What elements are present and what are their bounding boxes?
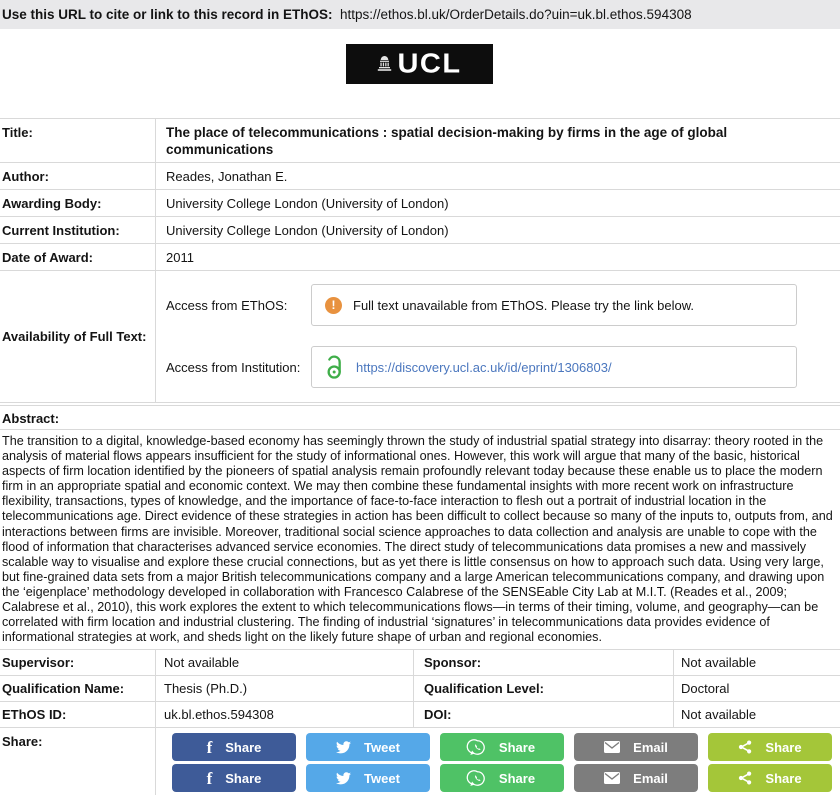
current-institution-label: Current Institution: [2, 222, 120, 238]
whatsapp-share-button[interactable] [440, 764, 564, 792]
doi-value: Not available [673, 702, 840, 727]
awarding-body-value: University College London (University of London) [155, 190, 840, 216]
record-row-awarding-body [0, 190, 840, 217]
share-buttons-area [155, 728, 840, 795]
supervisor-label: Supervisor: [2, 654, 75, 670]
twitter-tweet-button[interactable] [306, 764, 430, 792]
generic-share-button-label: Share [765, 739, 802, 755]
record-table [0, 118, 840, 403]
whatsapp-share-button-label: Share [498, 739, 536, 755]
record-row-title [0, 119, 840, 163]
share-nodes-icon [738, 740, 752, 754]
email-share-button[interactable] [574, 764, 698, 792]
abstract-text: The transition to a digital, knowledge-based economy has seemingly thrown the study of industrial spatial strategy into disarray: theory rooted in the analysis of material flows appears insufficient for the study of informational ones. However, this work will argue that many of the basic, historical aspects of firm location identified by the pioneers of spatial analysis remain profoundly relevant today because these enable us to place the modern firm in an appropriate spatial and economic context. We may then combine these fundamental insights with more recent work on infrastructure flexibility, transactions, types of knowledge, and the importance of face-to-face interaction to flesh out a portrait of industrial location in the telecommunications age. Direct evidence of these strategies in action has been difficult to collect because so many of the inputs to, outputs from, and interactions between firms are invisible. Moreover, traditional social science approaches to data collection and analysis are unable to cope with the flood of information that characterises advanced service economies. The direct study of telecommunications data promises a new and massively scalable way to visualise and explore these crucial connections, but as yet there is little consensus on how to approach such data. Using very large, but fine-grained data sets from a major British telecommunications company and a large American telecommunications company, and drawing upon the ‘eigenplace’ methodology developed in collaboration with Francesco Calabrese of the SENSEable City Lab at M.I.T. (Reades et al., 2009; Calabrese et al., 2010), this work explores the extent to which telecommunications flows—in terms of their timing, volume, and geography—can be correlated with firm location and industrial clustering. The finding of industrial ‘signatures’ in telecommunications data provides evidence of informational strategies at work, and sheds light on the likely future shape of urban and regional economies. [2, 434, 833, 645]
details-row-qualification [0, 676, 840, 702]
whatsapp-share-button[interactable] [440, 733, 564, 761]
author-label: Author: [2, 168, 49, 184]
generic-share-button[interactable] [708, 764, 832, 792]
twitter-tweet-button-label: Tweet [364, 739, 400, 755]
qualification-level-label: Qualification Level: [413, 676, 673, 701]
facebook-share-button[interactable] [172, 764, 296, 792]
whatsapp-icon [469, 770, 486, 787]
facebook-share-button-label: Share [225, 770, 262, 786]
email-share-button-label: Email [633, 770, 668, 786]
doi-label: DOI: [413, 702, 673, 727]
email-share-button-label: Email [633, 739, 668, 755]
sponsor-label: Sponsor: [413, 650, 673, 675]
ucl-logo-text: UCL [397, 48, 462, 79]
twitter-bird-icon [336, 772, 351, 785]
share-section [0, 728, 840, 795]
cite-url-label: Use this URL to cite or link to this record in EThOS: [2, 7, 333, 22]
abstract-heading: Abstract: [0, 405, 840, 430]
access-from-ethos-label: Access from EThOS: [166, 297, 288, 313]
share-nodes-icon [738, 771, 752, 785]
qualification-name-value: Thesis (Ph.D.) [155, 676, 413, 701]
ucl-logo [346, 44, 493, 84]
email-envelope-icon [604, 741, 620, 753]
share-buttons-row [172, 733, 840, 761]
supervisor-value: Not available [155, 650, 413, 675]
email-share-button[interactable] [574, 733, 698, 761]
facebook-icon: f [206, 768, 213, 788]
availability-value [155, 271, 840, 402]
twitter-bird-icon [336, 741, 351, 754]
whatsapp-share-button-label: Share [498, 770, 536, 786]
facebook-icon: f [206, 737, 213, 757]
record-row-author [0, 163, 840, 190]
generic-share-button-label: Share [765, 770, 802, 786]
share-buttons-row-overflow [172, 764, 840, 792]
whatsapp-icon [469, 739, 486, 756]
generic-share-button[interactable] [708, 733, 832, 761]
warning-icon: ! [325, 297, 342, 314]
ethos-access-box [311, 284, 797, 326]
twitter-tweet-button-label: Tweet [364, 770, 400, 786]
date-of-award-value: 2011 [155, 244, 840, 270]
email-envelope-icon [604, 772, 620, 784]
ethos-unavailable-message: Full text unavailable from EThOS. Please try the link below. [353, 297, 695, 313]
institution-link[interactable]: https://discovery.ucl.ac.uk/id/eprint/1306803/ [356, 359, 612, 375]
record-row-date-of-award [0, 244, 840, 271]
ethos-id-value: uk.bl.ethos.594308 [155, 702, 413, 727]
access-from-institution-label: Access from Institution: [166, 359, 301, 375]
record-row-current-institution [0, 217, 840, 244]
access-from-institution-line [166, 346, 840, 388]
logo-row [0, 29, 840, 99]
author-value: Reades, Jonathan E. [155, 163, 840, 189]
record-row-availability [0, 271, 840, 403]
details-row-supervisor-sponsor [0, 650, 840, 676]
current-institution-value: University College London (University of London) [155, 217, 840, 243]
date-of-award-label: Date of Award: [2, 249, 94, 265]
cite-url-bar [0, 0, 840, 29]
open-access-icon [325, 354, 345, 380]
sponsor-value: Not available [673, 650, 840, 675]
twitter-tweet-button[interactable] [306, 733, 430, 761]
access-from-ethos-line [166, 284, 840, 326]
facebook-share-button-label: Share [225, 739, 262, 755]
qualification-name-label: Qualification Name: [2, 680, 125, 696]
institution-access-box [311, 346, 797, 388]
awarding-body-label: Awarding Body: [2, 195, 102, 211]
share-label: Share: [2, 734, 43, 750]
title-label: Title: [2, 124, 33, 140]
title-value: The place of telecommunications : spatial decision-making by firms in the age of global communications [155, 119, 840, 162]
details-table [0, 649, 840, 728]
ucl-portico-icon [377, 56, 392, 72]
ethos-id-label: EThOS ID: [2, 706, 67, 722]
qualification-level-value: Doctoral [673, 676, 840, 701]
cite-url-value: https://ethos.bl.uk/OrderDetails.do?uin=uk.bl.ethos.594308 [340, 7, 692, 22]
availability-label: Availability of Full Text: [2, 328, 147, 344]
details-row-ethosid-doi [0, 702, 840, 728]
facebook-share-button[interactable] [172, 733, 296, 761]
